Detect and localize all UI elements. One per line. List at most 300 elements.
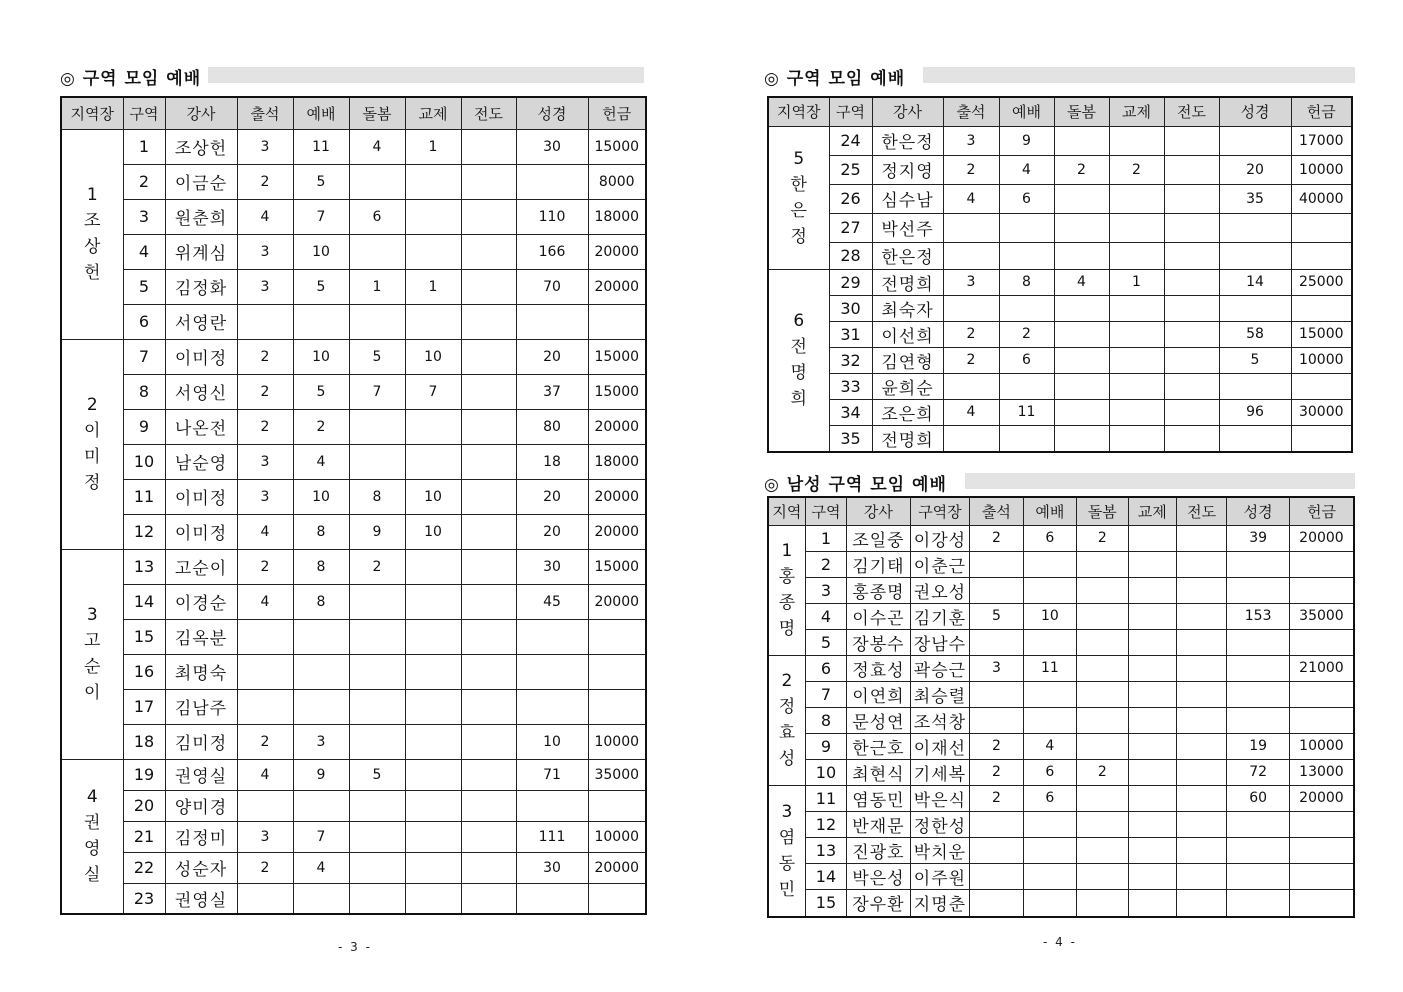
page3-title-bar <box>208 67 644 83</box>
table-cell: 8 <box>293 549 349 584</box>
table-cell: 30 <box>829 295 872 321</box>
column-header: 구역 <box>805 497 846 525</box>
table-cell: 25000 <box>1291 269 1352 295</box>
column-header: 구역 <box>829 97 872 126</box>
table-cell: 72 <box>1227 759 1290 785</box>
group-leader-char: 권 <box>84 813 101 834</box>
group-number: 2 <box>86 395 98 415</box>
group-leader-cell <box>61 339 123 549</box>
table-cell: 10 <box>405 479 461 514</box>
table-cell: 2 <box>1077 759 1128 785</box>
table-row <box>768 295 1352 321</box>
table-cell: 조일중 <box>847 525 911 551</box>
table-cell: 정한성 <box>910 811 970 837</box>
table-cell <box>1054 242 1109 269</box>
table-cell: 4 <box>293 444 349 479</box>
table-cell: 진광호 <box>847 837 911 863</box>
table-cell <box>1109 399 1164 425</box>
table-cell: 110 <box>516 199 588 234</box>
table-cell <box>1128 629 1176 655</box>
table-cell: 30 <box>516 129 588 164</box>
table-cell <box>349 654 405 689</box>
table-cell: 20000 <box>588 479 646 514</box>
column-header: 강사 <box>847 497 911 525</box>
table-cell <box>293 883 349 914</box>
group-leader-char: 이 <box>84 683 101 703</box>
table-cell <box>1023 889 1076 917</box>
table-cell <box>1023 629 1076 655</box>
page3-section-title: ◎ 구역 모임 예배 <box>60 69 202 89</box>
table-row <box>61 724 646 759</box>
table-cell <box>1176 889 1226 917</box>
table-cell: 32 <box>829 347 872 373</box>
table-cell <box>461 619 516 654</box>
table-cell <box>237 883 293 914</box>
table-cell: 12 <box>805 811 846 837</box>
table-cell: 이미정 <box>165 514 237 549</box>
table-cell <box>943 213 999 242</box>
table-cell: 25 <box>829 155 872 184</box>
table-cell <box>1289 577 1354 603</box>
column-header: 성경 <box>1227 497 1290 525</box>
group-leader-char: 희 <box>790 389 807 409</box>
group-leader-char: 영 <box>84 839 101 860</box>
group-leader-cell <box>61 129 123 339</box>
table-cell: 28 <box>829 242 872 269</box>
group-leader-char: 염 <box>778 827 796 848</box>
column-header: 예배 <box>293 97 349 129</box>
table-cell <box>1219 242 1291 269</box>
table-cell: 7 <box>349 374 405 409</box>
table-cell <box>1023 837 1076 863</box>
table-cell <box>293 689 349 724</box>
table-cell: 6 <box>349 199 405 234</box>
table-cell <box>405 790 461 821</box>
table-row <box>768 863 1354 889</box>
table-cell: 2 <box>237 409 293 444</box>
table-cell <box>405 164 461 199</box>
table-cell <box>1289 681 1354 707</box>
table-cell: 전명희 <box>872 425 943 452</box>
table-row <box>768 321 1352 347</box>
table-cell: 20000 <box>588 269 646 304</box>
table-cell: 조석창 <box>910 707 970 733</box>
table-cell: 최현식 <box>847 759 911 785</box>
table-cell <box>1176 577 1226 603</box>
table-cell: 18 <box>516 444 588 479</box>
table-cell: 6 <box>1023 785 1076 811</box>
table-cell <box>1227 811 1290 837</box>
table-row <box>768 707 1354 733</box>
table-cell: 19 <box>123 759 165 790</box>
group-leader-char: 정 <box>778 697 796 717</box>
table-cell: 5 <box>805 629 846 655</box>
table-cell <box>943 295 999 321</box>
table-cell: 최승렬 <box>910 681 970 707</box>
group-leader-cell <box>768 269 829 452</box>
table-cell: 4 <box>237 514 293 549</box>
table-cell <box>461 164 516 199</box>
table-cell <box>1109 321 1164 347</box>
table-cell <box>970 707 1023 733</box>
table-cell: 35000 <box>588 759 646 790</box>
table-cell: 2 <box>943 321 999 347</box>
table-cell <box>1176 603 1226 629</box>
group-leader-char: 상 <box>84 237 101 257</box>
column-header: 출석 <box>943 97 999 126</box>
table-cell: 3 <box>237 444 293 479</box>
table-cell <box>1227 863 1290 889</box>
table-cell <box>970 681 1023 707</box>
table-cell: 조상헌 <box>165 129 237 164</box>
group-leader-char: 고 <box>84 631 101 651</box>
table-cell <box>1128 681 1176 707</box>
table-cell: 3 <box>293 724 349 759</box>
table-cell: 5 <box>293 374 349 409</box>
table-cell <box>1077 863 1128 889</box>
table-cell: 남순영 <box>165 444 237 479</box>
table-cell <box>516 654 588 689</box>
table-cell <box>1077 707 1128 733</box>
table-cell <box>1219 213 1291 242</box>
table-cell: 3 <box>970 655 1023 681</box>
table-cell: 15 <box>123 619 165 654</box>
table-cell: 권오성 <box>910 577 970 603</box>
group-leader-char: 실 <box>84 865 101 886</box>
table-cell: 17 <box>123 689 165 724</box>
table-cell: 10000 <box>588 821 646 852</box>
table-cell: 58 <box>1219 321 1291 347</box>
table-cell: 2 <box>970 759 1023 785</box>
table-cell <box>405 724 461 759</box>
table-cell <box>405 883 461 914</box>
table-cell: 26 <box>829 184 872 213</box>
group-leader-char: 이 <box>84 421 101 441</box>
table-cell: 정지영 <box>872 155 943 184</box>
table-cell: 3 <box>237 479 293 514</box>
table-cell: 문성연 <box>847 707 911 733</box>
table-cell: 20000 <box>1289 525 1354 551</box>
table-cell: 2 <box>1109 155 1164 184</box>
table-cell <box>1164 373 1219 399</box>
table-cell <box>461 724 516 759</box>
table-cell: 4 <box>943 399 999 425</box>
table-cell: 31 <box>829 321 872 347</box>
group-number: 2 <box>781 671 793 691</box>
table-cell <box>1164 321 1219 347</box>
table-cell: 2 <box>1077 525 1128 551</box>
table-row <box>768 603 1354 629</box>
table-cell: 16 <box>123 654 165 689</box>
table-cell <box>1128 525 1176 551</box>
table-cell: 34 <box>829 399 872 425</box>
table-cell: 위계심 <box>165 234 237 269</box>
column-header: 성경 <box>516 97 588 129</box>
table-cell <box>461 821 516 852</box>
table-cell <box>1109 126 1164 155</box>
table-row <box>768 184 1352 213</box>
table-cell: 10 <box>293 479 349 514</box>
table-cell: 8 <box>123 374 165 409</box>
table-cell: 2 <box>237 724 293 759</box>
table-cell <box>1109 242 1164 269</box>
table-cell: 45 <box>516 584 588 619</box>
table-cell <box>461 584 516 619</box>
table-cell: 6 <box>1023 525 1076 551</box>
table-cell <box>1109 213 1164 242</box>
table-cell <box>970 629 1023 655</box>
group-leader-cell <box>768 525 805 655</box>
table-cell <box>1109 347 1164 373</box>
table-cell: 1 <box>1109 269 1164 295</box>
table-cell: 이춘근 <box>910 551 970 577</box>
table-row <box>61 129 646 164</box>
column-header: 지역장 <box>768 97 829 126</box>
page4-men-title-bar <box>965 473 1355 489</box>
table-cell <box>461 852 516 883</box>
group-number: 5 <box>793 148 805 169</box>
table-cell: 3 <box>237 129 293 164</box>
table-cell: 20 <box>516 514 588 549</box>
table-cell: 이수곤 <box>847 603 911 629</box>
table-cell <box>1227 577 1290 603</box>
table-cell: 15000 <box>588 549 646 584</box>
table-cell <box>943 242 999 269</box>
table-row <box>61 883 646 914</box>
table-row <box>61 339 646 374</box>
table-row <box>768 242 1352 269</box>
table-cell <box>1054 373 1109 399</box>
table-cell: 5 <box>293 269 349 304</box>
table-cell <box>349 409 405 444</box>
table-row <box>61 549 646 584</box>
table-cell <box>349 790 405 821</box>
column-header: 전도 <box>1176 497 1226 525</box>
table-cell: 1 <box>349 269 405 304</box>
table-cell: 35000 <box>1289 603 1354 629</box>
table-cell: 김정미 <box>165 821 237 852</box>
column-header: 교제 <box>1128 497 1176 525</box>
table-row <box>768 681 1354 707</box>
table-cell <box>1128 811 1176 837</box>
table-cell: 1 <box>805 525 846 551</box>
table-cell <box>405 304 461 339</box>
table-cell <box>1128 863 1176 889</box>
table-cell: 3 <box>943 269 999 295</box>
table-cell <box>588 304 646 339</box>
table-cell <box>1164 347 1219 373</box>
table-cell <box>970 863 1023 889</box>
table-cell: 60 <box>1227 785 1290 811</box>
column-header: 지역 <box>768 497 805 525</box>
table-cell <box>1164 295 1219 321</box>
table-cell: 12 <box>123 514 165 549</box>
table-cell <box>1176 551 1226 577</box>
table-cell: 3 <box>237 234 293 269</box>
table-cell <box>1227 655 1290 681</box>
table-cell <box>293 654 349 689</box>
table-cell <box>461 479 516 514</box>
table-row <box>768 759 1354 785</box>
table-cell: 30 <box>516 549 588 584</box>
table-cell: 3 <box>805 577 846 603</box>
column-header: 강사 <box>872 97 943 126</box>
table-cell: 고순이 <box>165 549 237 584</box>
table-cell: 최명숙 <box>165 654 237 689</box>
table-cell: 6 <box>999 347 1054 373</box>
table-cell: 18000 <box>588 199 646 234</box>
table-cell <box>461 790 516 821</box>
table-cell: 이강성 <box>910 525 970 551</box>
table-cell <box>1164 425 1219 452</box>
group-leader-char: 명 <box>778 619 796 639</box>
table-cell <box>516 883 588 914</box>
column-header: 교제 <box>405 97 461 129</box>
table-cell <box>516 164 588 199</box>
table-cell <box>1176 629 1226 655</box>
table-cell: 20 <box>516 339 588 374</box>
table-cell: 8 <box>293 514 349 549</box>
table-row <box>61 269 646 304</box>
table-cell: 70 <box>516 269 588 304</box>
table-cell: 20000 <box>588 514 646 549</box>
table-cell: 이연희 <box>847 681 911 707</box>
table-cell: 나온전 <box>165 409 237 444</box>
table-cell <box>405 409 461 444</box>
table-cell <box>405 619 461 654</box>
table-cell <box>1219 425 1291 452</box>
column-header: 돌봄 <box>1054 97 1109 126</box>
column-header: 출석 <box>970 497 1023 525</box>
table-row <box>61 234 646 269</box>
table-cell: 20000 <box>588 234 646 269</box>
table-row <box>61 654 646 689</box>
table-cell: 35 <box>829 425 872 452</box>
table-cell: 이경순 <box>165 584 237 619</box>
table-cell: 4 <box>349 129 405 164</box>
column-header: 출석 <box>237 97 293 129</box>
table-row <box>768 525 1354 551</box>
table-cell <box>1054 213 1109 242</box>
group-number: 4 <box>86 787 98 808</box>
table-cell: 11 <box>805 785 846 811</box>
table-cell <box>237 790 293 821</box>
table-cell <box>461 374 516 409</box>
table-cell <box>1128 889 1176 917</box>
table-cell: 2 <box>943 155 999 184</box>
table-cell: 4 <box>237 584 293 619</box>
table-cell <box>1077 655 1128 681</box>
table-row <box>61 852 646 883</box>
table-cell: 2 <box>943 347 999 373</box>
table-cell: 13 <box>123 549 165 584</box>
table-cell: 이미정 <box>165 339 237 374</box>
table-cell <box>999 213 1054 242</box>
table-cell: 29 <box>829 269 872 295</box>
table-row <box>768 269 1352 295</box>
table-cell <box>1289 551 1354 577</box>
table-cell: 96 <box>1219 399 1291 425</box>
table-cell <box>1054 184 1109 213</box>
table-cell <box>461 444 516 479</box>
table-cell: 3 <box>123 199 165 234</box>
column-header: 돌봄 <box>1077 497 1128 525</box>
table-cell: 4 <box>999 155 1054 184</box>
table-cell: 4 <box>237 759 293 790</box>
table-cell: 2 <box>237 852 293 883</box>
table-row <box>61 304 646 339</box>
table-cell: 14 <box>805 863 846 889</box>
table-cell: 이재선 <box>910 733 970 759</box>
group-leader-cell <box>61 759 123 914</box>
table-cell: 13000 <box>1289 759 1354 785</box>
table-cell: 30 <box>516 852 588 883</box>
page3-attendance-table <box>60 96 647 915</box>
table-cell <box>1164 399 1219 425</box>
group-leader-char: 명 <box>790 363 807 383</box>
table-cell: 10 <box>405 514 461 549</box>
table-cell: 4 <box>293 852 349 883</box>
table-cell <box>999 242 1054 269</box>
table-cell <box>1128 785 1176 811</box>
table-cell <box>1289 811 1354 837</box>
table-cell <box>1164 269 1219 295</box>
table-cell <box>405 821 461 852</box>
table-cell <box>588 619 646 654</box>
table-row <box>61 584 646 619</box>
table-cell <box>1128 655 1176 681</box>
table-cell <box>461 304 516 339</box>
table-cell <box>405 689 461 724</box>
table-cell: 2 <box>293 409 349 444</box>
table-cell: 김남주 <box>165 689 237 724</box>
table-cell: 김기훈 <box>910 603 970 629</box>
table-cell: 심수남 <box>872 184 943 213</box>
table-cell <box>405 759 461 790</box>
group-leader-char: 종 <box>778 593 796 613</box>
table-cell: 15000 <box>588 339 646 374</box>
table-cell <box>349 619 405 654</box>
table-cell <box>405 584 461 619</box>
table-cell: 11 <box>1023 655 1076 681</box>
table-cell <box>1023 811 1076 837</box>
table-cell: 장봉수 <box>847 629 911 655</box>
table-cell: 10 <box>516 724 588 759</box>
column-header: 헌금 <box>588 97 646 129</box>
table-cell: 18 <box>123 724 165 759</box>
table-cell: 이선희 <box>872 321 943 347</box>
group-leader-char: 정 <box>84 473 101 493</box>
table-cell <box>1023 551 1076 577</box>
table-cell: 장우환 <box>847 889 911 917</box>
table-cell: 7 <box>293 199 349 234</box>
table-cell: 9 <box>293 759 349 790</box>
table-cell: 김기태 <box>847 551 911 577</box>
table-cell <box>1077 837 1128 863</box>
table-cell: 7 <box>805 681 846 707</box>
table-cell <box>405 549 461 584</box>
table-row <box>768 837 1354 863</box>
table-cell: 홍종명 <box>847 577 911 603</box>
table-cell: 윤희순 <box>872 373 943 399</box>
table-cell <box>237 619 293 654</box>
table-cell <box>293 304 349 339</box>
column-header: 구역장 <box>910 497 970 525</box>
table-cell <box>1077 811 1128 837</box>
table-cell: 111 <box>516 821 588 852</box>
table-cell <box>1109 425 1164 452</box>
table-cell: 153 <box>1227 603 1290 629</box>
